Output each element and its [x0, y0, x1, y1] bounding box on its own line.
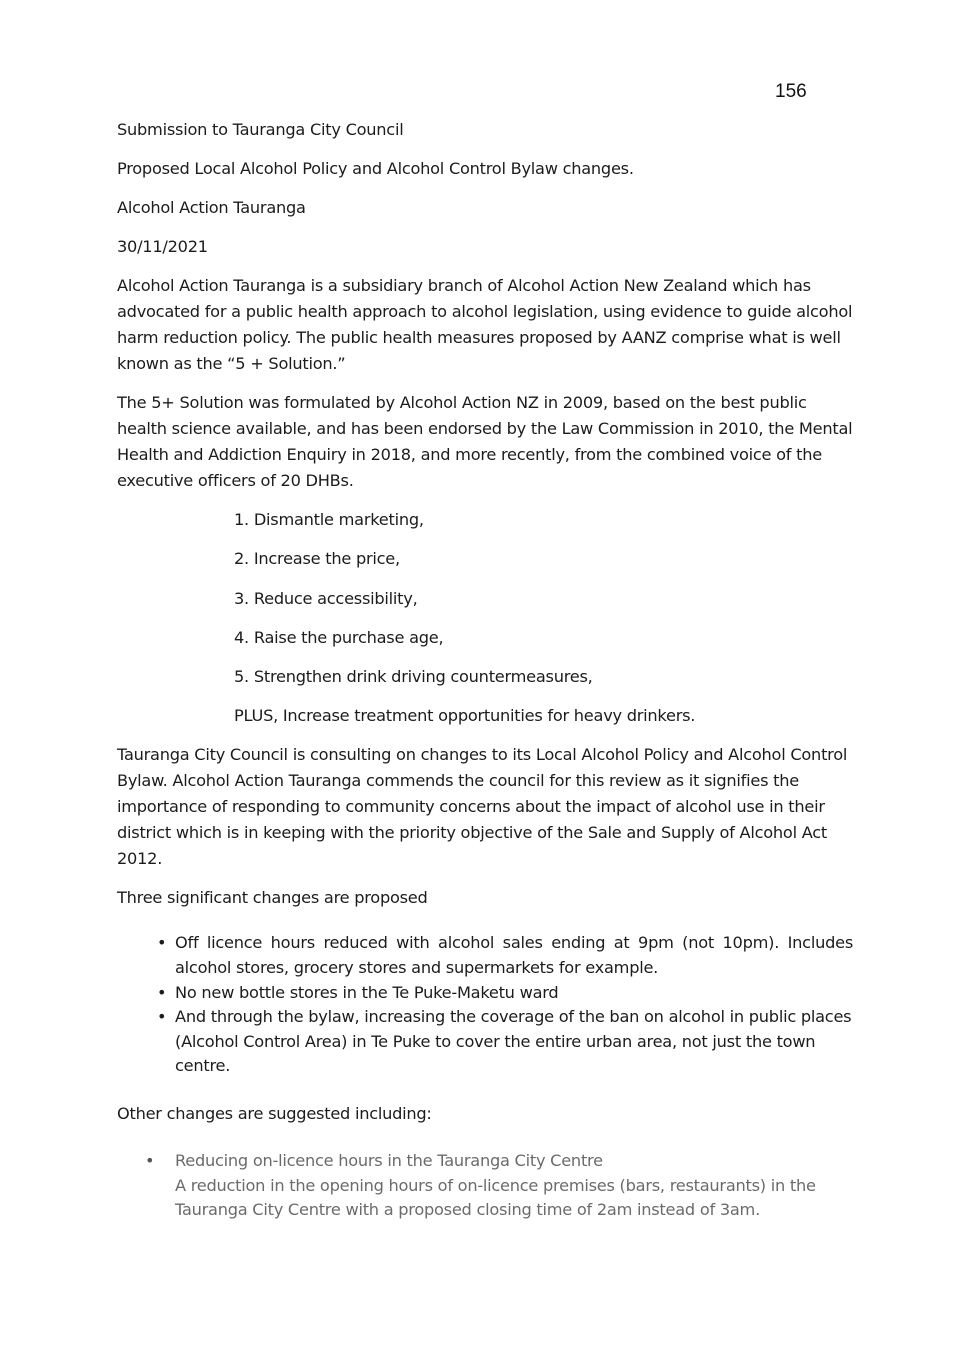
addressee-line: Submission to Tauranga City Council: [117, 120, 404, 139]
document-body: [117, 117, 853, 1223]
intro-paragraph: Alcohol Action Tauranga is a subsidiary branch of Alcohol Action New Zealand which has advocated for a public health approach to alcohol legislation, using evidence to guide alcohol harm reduction policy. The public health measures proposed by AANZ comprise what is well known as the “5 + Solution.”: [117, 276, 853, 373]
solution-item: PLUS, Increase treatment opportunities for heavy drinkers.: [234, 706, 696, 726]
page-number: 156: [775, 81, 807, 102]
changes-list: [117, 931, 853, 1079]
solution-paragraph: The 5+ Solution was formulated by Alcohol Action NZ in 2009, based on the best public health science available, and has been endorsed by the Law Commission in 2010, the Mental Health and Addiction Enquiry in 2018, and more recently, from the combined voice of the executive officers of 20 DHBs.: [117, 393, 853, 490]
other-heading: Other changes are suggested including:: [117, 1104, 432, 1124]
other-change-title: Reducing on-licence hours in the Tauranga City Centre: [175, 1151, 603, 1171]
list-item-text: And through the bylaw, increasing the coverage of the ban on alcohol in public places (Alcohol Control Area) in Te Puke to cover the entire urban area, not just the town centre.: [175, 1007, 852, 1076]
solution-item: 3. Reduce accessibility,: [234, 588, 418, 608]
other-change-body: A reduction in the opening hours of on-licence premises (bars, restaurants) in the Tauranga City Centre with a proposed closing time of 2am instead of 3am.: [175, 1175, 816, 1220]
solution-list: [117, 507, 853, 729]
subject-line: Proposed Local Alcohol Policy and Alcohol Control Bylaw changes.: [117, 159, 634, 178]
bullet-icon: •: [157, 933, 167, 953]
list-item: [117, 981, 853, 1006]
other-changes-list: [117, 1149, 853, 1223]
bullet-icon: •: [157, 1007, 167, 1027]
changes-heading: Three significant changes are proposed: [117, 888, 428, 908]
solution-item: 5. Strengthen drink driving countermeasures,: [234, 667, 593, 687]
solution-item: 4. Raise the purchase age,: [234, 627, 444, 647]
list-item: [117, 931, 853, 980]
solution-item: 1. Dismantle marketing,: [234, 510, 424, 529]
bullet-icon: •: [145, 1151, 155, 1171]
solution-item: 2. Increase the price,: [234, 549, 400, 569]
council-paragraph: Tauranga City Council is consulting on changes to its Local Alcohol Policy and Alcohol Control Bylaw. Alcohol Action Tauranga commends the council for this review as it signifies the importance of responding to community concerns about the impact of alcohol use in their district which is in keeping with the priority objective of the Sale and Supply of Alcohol Act 2012.: [117, 745, 848, 869]
list-item-text: No new bottle stores in the Te Puke-Maketu ward: [175, 982, 559, 1002]
list-item: [117, 1149, 853, 1223]
bullet-icon: •: [157, 982, 167, 1002]
date-line: 30/11/2021: [117, 237, 208, 256]
list-item: [117, 1005, 853, 1079]
list-item-text: Off licence hours reduced with alcohol sales ending at 9pm (not 10pm). Includes alcohol stores, grocery stores and supermarkets for example.: [175, 933, 853, 978]
author-line: Alcohol Action Tauranga: [117, 198, 306, 217]
